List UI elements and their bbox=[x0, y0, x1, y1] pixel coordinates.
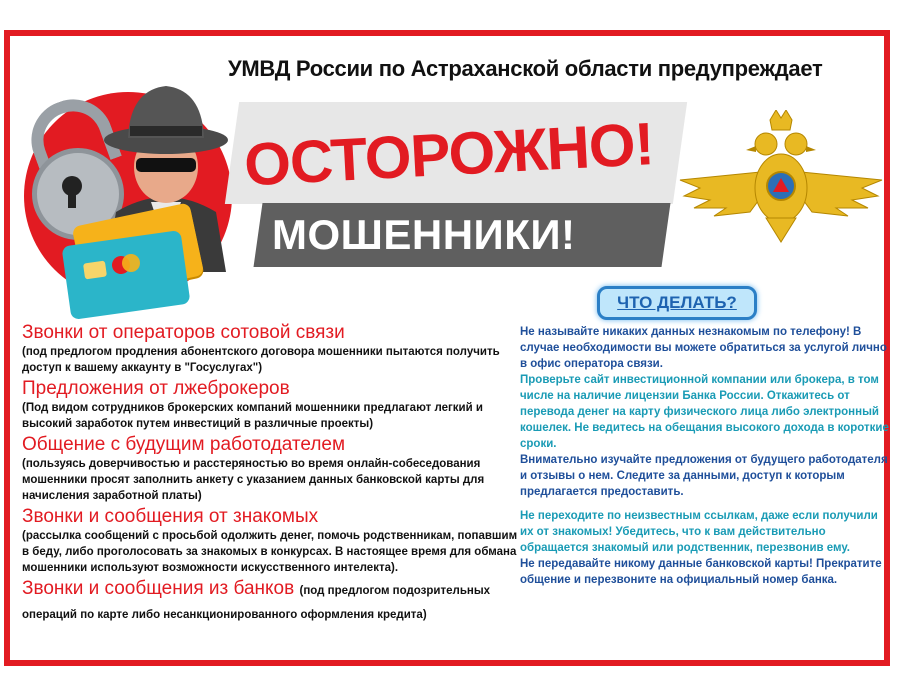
scheme-title: Звонки от операторов сотовой связи bbox=[22, 322, 345, 343]
scheme-description: (Под видом сотрудников брокерских компаний мошенники предлагают легкий и высокий заработок путем инвестиций в различные проекты) bbox=[22, 402, 483, 430]
page-title: УМВД России по Астраханской области предупреждает bbox=[228, 56, 823, 81]
keyhole-stem bbox=[68, 190, 76, 208]
double-headed-eagle-emblem bbox=[670, 110, 892, 250]
scheme-title: Звонки и сообщения из банков bbox=[22, 578, 295, 599]
advice-spacer bbox=[520, 500, 890, 508]
card-logo-overlap bbox=[122, 254, 140, 272]
scheme-description: (под предлогом продления абонентского договора мошенники пытаются получить доступ к вашему аккаунту в "Госуслугах") bbox=[22, 346, 500, 374]
advice-item: Проверьте сайт инвестиционной компании или брокера, в том числе на наличие лицензии Банка России. Откажитесь от перевода денег на карту физического лица либо электронный кошелек. Не ведитесь на обещания высокого дохода в короткие сроки. bbox=[520, 374, 889, 450]
scheme-description: (под предлогом подозрительных операций по карте либо несанкционированного оформления кредита) bbox=[22, 585, 491, 621]
advice-item: Внимательно изучайте предложения от будущего работодателя и отзывы о нем. Следите за данными, доступ к которым предлагается предоставить. bbox=[520, 454, 888, 498]
scheme-description: (рассылка сообщений с просьбой одолжить денег, помочь родственникам, попавшим в беду, либо проголосовать за знакомых в конкурсах. В настоящее время для обмана мошенники используют возможности искусственного интелекта). bbox=[22, 530, 518, 574]
caution-banner: ОСТОРОЖНО! bbox=[242, 110, 656, 199]
advice-list bbox=[520, 324, 890, 588]
advice-item: Не называйте никаких данных незнакомым по телефону! В случае необходимости вы можете обратиться за услугой лично в офис оператора связи. bbox=[520, 326, 887, 370]
scheme-title: Общение с будущим работодателем bbox=[22, 434, 346, 455]
scheme-item bbox=[22, 578, 518, 626]
scheme-description: (пользуясь доверчивостью и расстеряностью во время онлайн-собеседования мошенники просят заполнить анкету с указанием данных банковской карты для начисления заработной платы) bbox=[22, 458, 485, 502]
fraud-schemes-list bbox=[22, 322, 518, 626]
advice-item: Не передавайте никому данные банковской карты! Прекратите общение и перезвоните на официальный номер банка. bbox=[520, 558, 882, 586]
scheme-title: Звонки и сообщения от знакомых bbox=[22, 506, 319, 527]
what-to-do-button[interactable]: ЧТО ДЕЛАТЬ? bbox=[597, 286, 757, 320]
fraud-banner: МОШЕННИКИ! bbox=[272, 211, 576, 258]
card-chip bbox=[83, 261, 107, 280]
advice-item: Не переходите по неизвестным ссылкам, даже если получили их от знакомых! Убедитесь, что к вам действительно обращается знакомый или родственник, перезвонив ему. bbox=[520, 510, 878, 554]
scheme-title: Предложения от лжеброкеров bbox=[22, 378, 290, 399]
